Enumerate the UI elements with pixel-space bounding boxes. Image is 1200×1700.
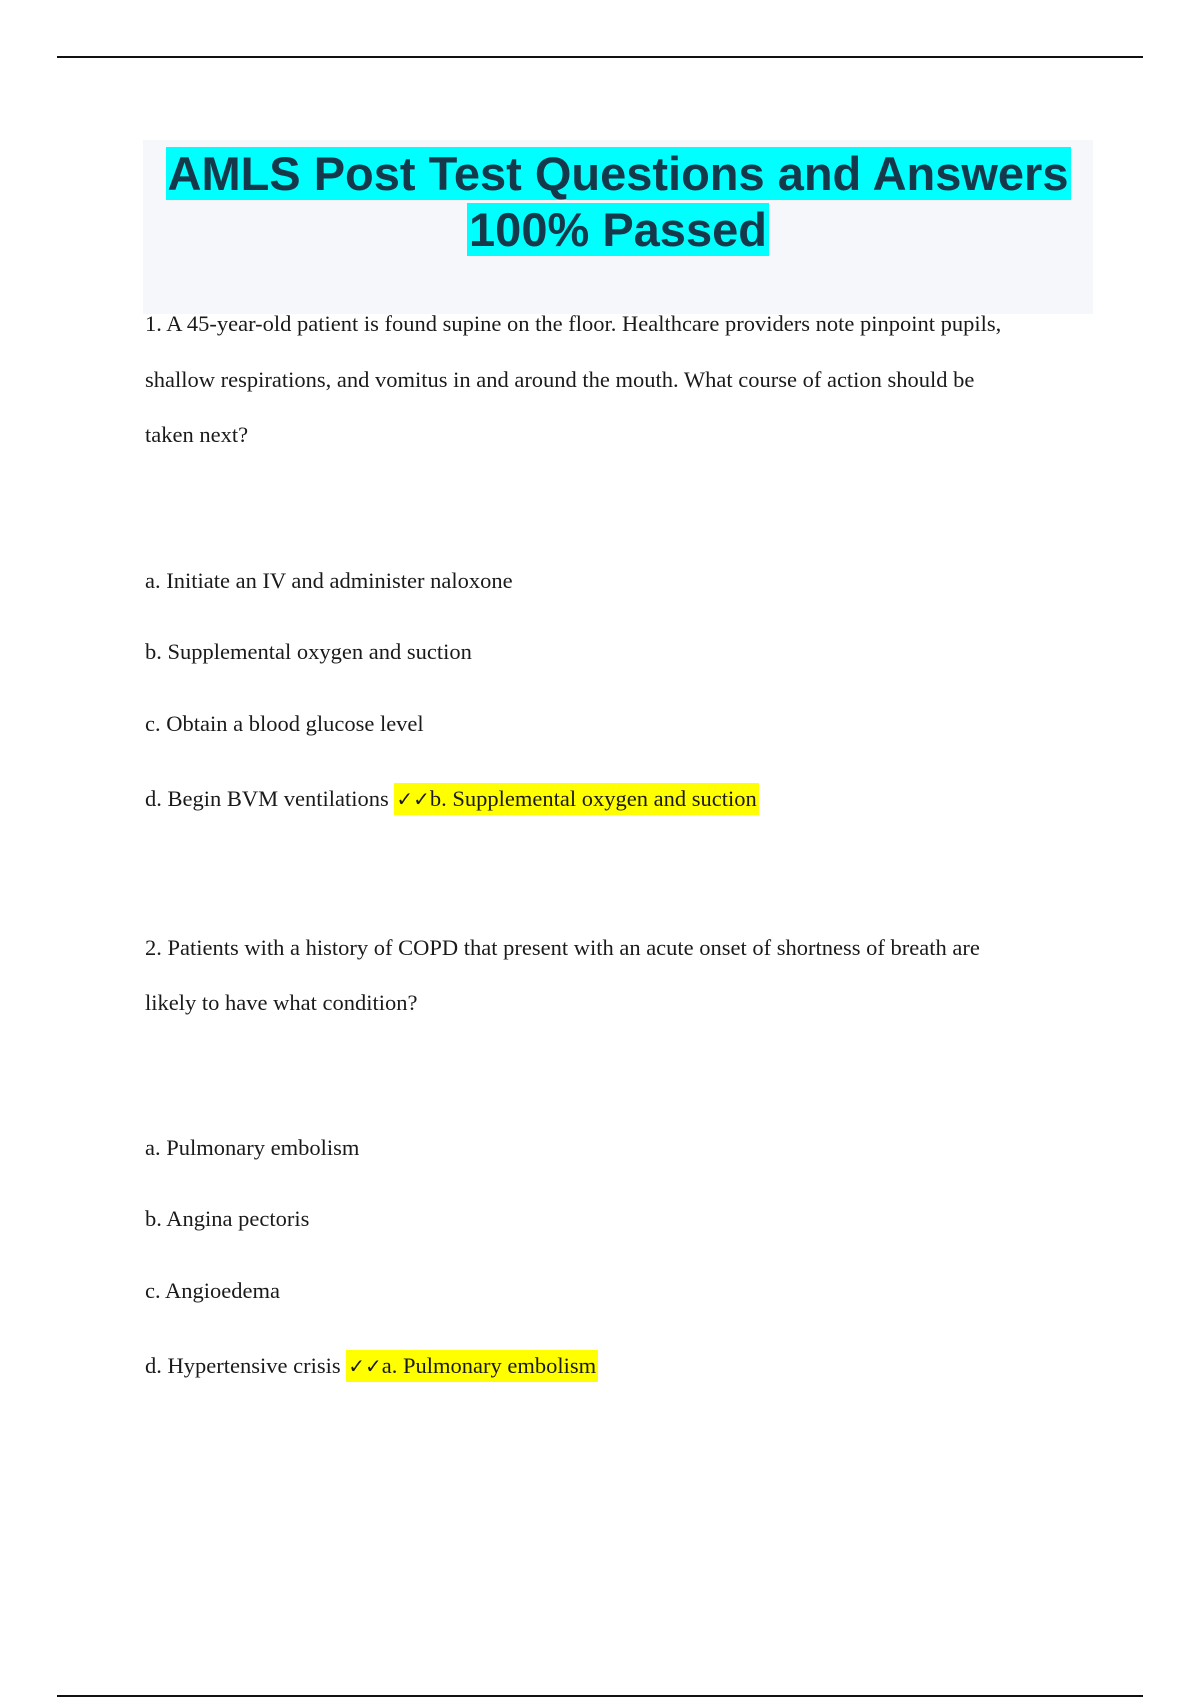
question-2-line-1: 2. Patients with a history of COPD that present with an acute onset of shortness of breath are — [145, 935, 980, 960]
question-1-line-1: 1. A 45-year-old patient is found supine on the floor. Healthcare providers note pinpoint pupils, — [145, 311, 1002, 336]
question-1-option-a: a. Initiate an IV and administer naloxone — [145, 568, 513, 593]
question-2-line-2: likely to have what condition? — [145, 990, 418, 1015]
title-block — [143, 140, 1093, 314]
question-1-option-c: c. Obtain a blood glucose level — [145, 711, 424, 736]
title-line-1: AMLS Post Test Questions and Answers — [167, 147, 1069, 200]
question-1-line-2: shallow respirations, and vomitus in and around the mouth. What course of action should be — [145, 367, 975, 392]
check-mark-icon: ✓✓ — [348, 1354, 382, 1378]
question-1-option-d: d. Begin BVM ventilations — [145, 786, 389, 811]
title-line-2: 100% Passed — [469, 203, 767, 256]
question-2-option-c: c. Angioedema — [145, 1278, 280, 1303]
question-2-option-a: a. Pulmonary embolism — [145, 1135, 360, 1160]
question-1-option-d-row — [145, 786, 759, 812]
question-2-option-d-row — [145, 1353, 598, 1379]
question-1-line-3: taken next? — [145, 422, 249, 447]
question-1-answer-highlight — [394, 783, 758, 815]
question-2-answer-highlight — [346, 1350, 598, 1382]
bottom-divider — [57, 1695, 1143, 1697]
document-title — [143, 140, 1093, 258]
question-2-option-d: d. Hypertensive crisis — [145, 1353, 341, 1378]
check-mark-icon: ✓✓ — [396, 787, 430, 811]
top-divider — [57, 56, 1143, 58]
question-2-option-b: b. Angina pectoris — [145, 1206, 310, 1231]
question-2-answer: a. Pulmonary embolism — [381, 1353, 597, 1378]
question-1-option-b: b. Supplemental oxygen and suction — [145, 639, 472, 664]
question-1-answer: b. Supplemental oxygen and suction — [429, 786, 757, 811]
